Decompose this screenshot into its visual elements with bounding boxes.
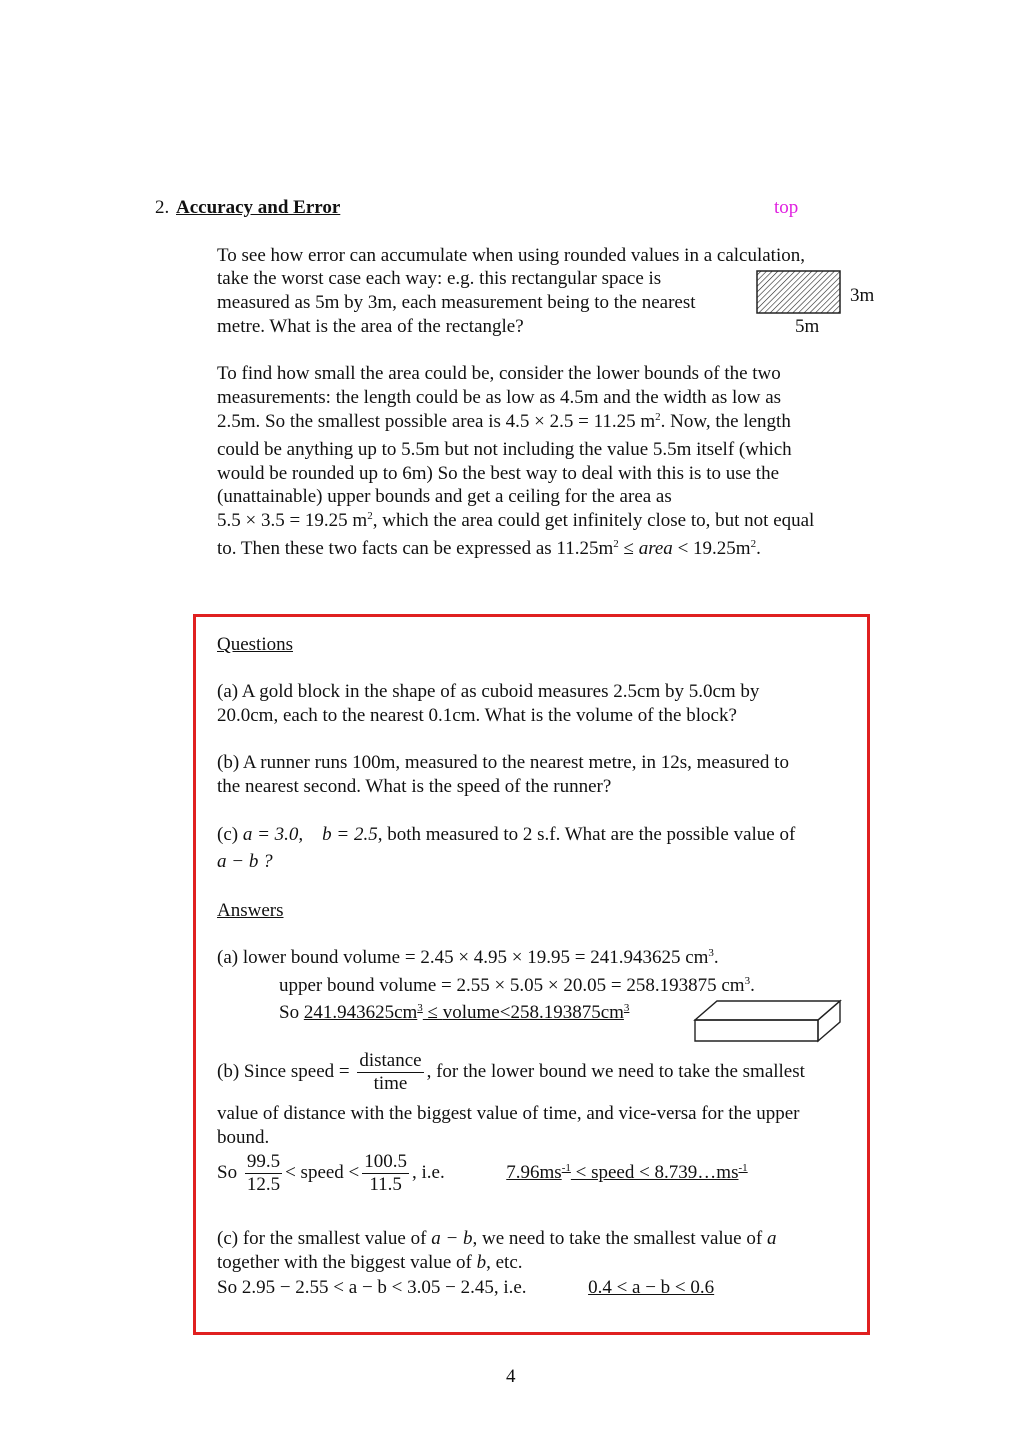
answer-b-line-3: bound. [217,1127,270,1148]
bounds-line-6: (unattainable) upper bounds and get a ceiling for the area as [217,486,672,507]
answer-a-result: So $241.943625cm^3$ ≤ $volume<258.193875cm^3$ [279,1002,630,1023]
hatched-rectangle-diagram [756,270,842,316]
speed-result: 7.96ms [506,1161,562,1183]
answer-a-upper: upper bound volume = 2.55 × 5.05 × 20.05 = 258.193875 $cm^3$. [279,975,755,996]
answer-b-line-4: So $\frac{99.5}{12.5}$ < speed < $\frac{100.5}{11.5}$ , i.e. $7.96ms^{-1}$ < speed < $8.739\dots ms^{-1}$ [217,1151,748,1195]
cuboid-top-face [695,1001,840,1020]
page-number: 4 [506,1366,516,1387]
question-b-line-1: (b) A runner runs 100m, measured to the nearest metre, in 12s, measured to [217,752,789,773]
question-a-line-1: (a) A gold block in the shape of as cuboid measures 2.5cm by 5.0cm by [217,681,760,702]
bounds-line-8: to. Then these two facts can be expressed as $11.25m^2$ ≤ area < $19.25m^2$. [217,538,761,559]
intro-line-4: metre. What is the area of the rectangle? [217,316,524,337]
intro-line-3: measured as 5m by 3m, each measurement being to the nearest [217,292,696,313]
cuboid-front-face [695,1020,818,1041]
bounds-line-7: 5.5 × 3.5 = 19.25 $m^2$, which the area could get infinitely close to, but not equal [217,510,815,531]
bounds-line-2: measurements: the length could be as low as 4.5m and the width as low as [217,387,782,408]
rect-height-label: 3m [850,285,875,306]
answer-b-line-1: (b) Since speed = $\frac{\text{distance}}{\text{time}}$ , for the lower bound we need to take the smallest [217,1050,805,1094]
question-c-line-2: a − b ? [217,851,273,872]
section-title: Accuracy and Error [176,197,341,218]
question-c-line-1: (c) a = 3.0, b = 2.5, both measured to 2 s.f. What are the possible value of [217,824,796,845]
lower-area-calc: 4.5 × 2.5 = 11.25 m [505,411,656,432]
intro-line-1: To see how error can accumulate when using rounded values in a calculation, [217,245,805,266]
cuboid-diagram [692,998,844,1044]
bounds-line-3: 2.5m. So the smallest possible area is 4.5 × 2.5 = 11.25 $m^2$. Now, the length [217,411,791,432]
questions-heading: Questions [217,634,293,655]
question-a-line-2: 20.0cm, each to the nearest 0.1cm. What is the volume of the block? [217,705,737,726]
hatched-rectangle [757,271,840,313]
answer-c-line-1: (c) for the smallest value of a − b, we need to take the smallest value of a [217,1228,777,1249]
answers-heading: Answers [217,900,284,921]
bounds-line-1: To find how small the area could be, consider the lower bounds of the two [217,363,781,384]
cuboid-side-face [818,1001,840,1041]
speed-fraction: $\frac{\text{distance}}{\text{time}}$ [359,1050,422,1094]
lower-speed-fraction: $\frac{99.5}{12.5}$ [246,1151,281,1195]
answer-b-line-2: value of distance with the biggest value of time, and vice-versa for the upper [217,1103,800,1124]
bounds-line-5: would be rounded up to 6m) So the best way to deal with this is to use the [217,463,780,484]
upper-speed-fraction: $\frac{100.5}{11.5}$ [364,1151,408,1195]
question-b-line-2: the nearest second. What is the speed of the runner? [217,776,612,797]
answer-a-lower: (a) lower bound volume = 2.45 × 4.95 × 19.95 = 241.943625 $cm^3$. [217,947,719,968]
answer-c-line-2: together with the biggest value of b, etc. [217,1252,523,1273]
intro-line-2: take the worst case each way: e.g. this rectangular space is [217,268,662,289]
difference-result: 0.4 < a − b < 0.6 [588,1277,715,1298]
section-number: 2. [155,197,170,218]
rect-width-label: 5m [795,316,820,337]
bounds-line-4: could be anything up to 5.5m but not including the value 5.5m itself (which [217,439,792,460]
top-link[interactable]: top [774,197,799,218]
answer-c-line-3: So 2.95 − 2.55 < a − b < 3.05 − 2.45, i.e. 0.4 < a − b < 0.6 [217,1277,715,1298]
upper-area-calc: 5.5 × 3.5 = 19.25 m [217,510,368,531]
